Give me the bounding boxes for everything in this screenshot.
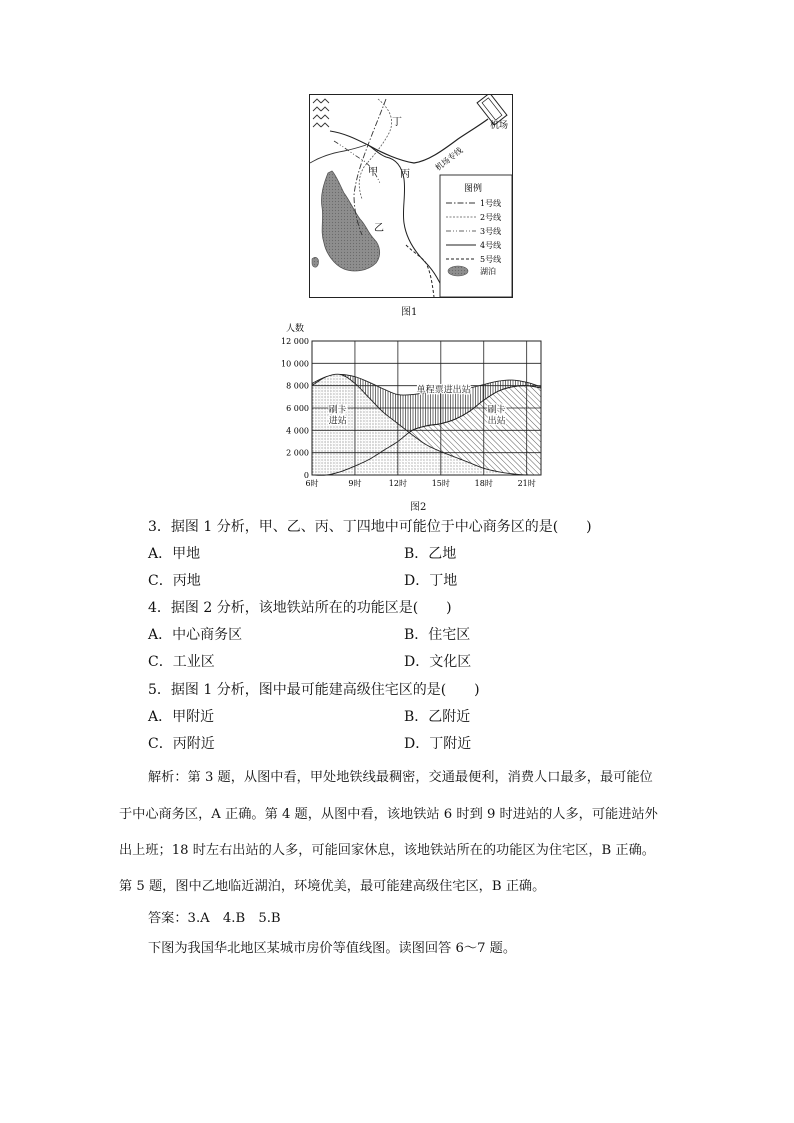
y-tick-label: 4 000 bbox=[286, 426, 309, 436]
question-5-stem: 5．据图 1 分析，图中最可能建高级住宅区的是( ) bbox=[148, 682, 480, 698]
figure2-caption: 图2 bbox=[410, 502, 427, 513]
y-tick-label: 8 000 bbox=[286, 381, 309, 391]
airport-label: 机场 bbox=[490, 121, 509, 131]
question-5-option-a: A．甲附近 bbox=[148, 709, 215, 725]
legend-item: 3号线 bbox=[480, 227, 502, 236]
question-3-stem: 3．据图 1 分析，甲、乙、丙、丁四地中可能位于中心商务区的是( ) bbox=[148, 519, 592, 535]
legend-lake-swatch bbox=[448, 266, 468, 276]
mountain-symbols bbox=[313, 99, 329, 127]
question-4-option-c: C．工业区 bbox=[148, 654, 215, 670]
x-tick-label: 15时 bbox=[431, 479, 450, 488]
figure1-caption: 图1 bbox=[401, 307, 418, 318]
question-3-option-c: C．丙地 bbox=[148, 573, 201, 589]
answer-line: 答案：3.A 4.B 5.B bbox=[148, 911, 281, 926]
legend bbox=[440, 175, 512, 297]
area-label-single-ticket: 单程票进出站 bbox=[416, 385, 471, 396]
place-bing: 丙 bbox=[400, 169, 410, 180]
x-tick-label: 6时 bbox=[305, 479, 319, 488]
question-4-option-d: D．文化区 bbox=[404, 654, 472, 670]
legend-title: 图例 bbox=[464, 184, 483, 194]
legend-item: 湖泊 bbox=[480, 267, 496, 276]
y-tick-label: 6 000 bbox=[286, 404, 309, 413]
x-tick-label: 12时 bbox=[388, 479, 407, 488]
question-5-option-c: C．丙附近 bbox=[148, 736, 215, 752]
figure1-map bbox=[309, 94, 513, 298]
x-tick-label: 18时 bbox=[474, 479, 493, 488]
figure2-chart bbox=[270, 318, 560, 498]
legend-item: 2号线 bbox=[480, 213, 502, 222]
question-3-option-a: A．甲地 bbox=[148, 546, 201, 562]
lake-shape bbox=[321, 171, 379, 271]
question-5-option-d: D．丁附近 bbox=[404, 736, 472, 752]
analysis-line-4: 第 5 题，图中乙地临近湖泊，环境优美，最可能建高级住宅区，B 正确。 bbox=[119, 879, 546, 894]
y-tick-label: 10 000 bbox=[281, 359, 309, 369]
legend-item: 5号线 bbox=[480, 255, 502, 264]
question-4-option-a: A．中心商务区 bbox=[148, 627, 243, 643]
question-4-option-b: B．住宅区 bbox=[404, 627, 471, 643]
map-svg bbox=[310, 95, 514, 299]
question-4-stem: 4．据图 2 分析，该地铁站所在的功能区是( ) bbox=[148, 600, 452, 616]
y-tick-label: 12 000 bbox=[281, 337, 309, 346]
question-5-option-b: B．乙附近 bbox=[404, 709, 471, 725]
area-label-swipe-in: 进站 bbox=[328, 416, 347, 427]
area-label-swipe-out: 刷卡 bbox=[487, 405, 506, 416]
y-axis-label: 人数 bbox=[286, 324, 305, 334]
airport-express-line bbox=[368, 119, 488, 163]
y-tick-label: 2 000 bbox=[286, 448, 309, 458]
y-tick-label: 0 bbox=[303, 471, 309, 480]
place-ding: 丁 bbox=[392, 117, 402, 128]
analysis-line-1: 解析：第 3 题，从图中看，甲处地铁线最稠密，交通最便利，消费人口最多，最可能位 bbox=[148, 770, 653, 785]
metro-line-5 bbox=[406, 245, 434, 297]
place-yi: 乙 bbox=[374, 223, 384, 234]
lake-shape-small bbox=[312, 257, 319, 267]
place-jia: 甲 bbox=[368, 167, 378, 178]
area-label-swipe-in: 刷卡 bbox=[328, 405, 347, 416]
analysis-line-3: 出上班；18 时左右出站的人多，可能回家休息，该地铁站所在的功能区为住宅区，B 正确。 bbox=[119, 843, 655, 858]
question-3-option-b: B．乙地 bbox=[404, 546, 457, 562]
boundary-line bbox=[310, 145, 366, 163]
legend-item: 4号线 bbox=[480, 241, 502, 250]
airport-line-label: 机场专线 bbox=[433, 145, 465, 173]
intro-line: 下图为我国华北地区某城市房价等值线图。读图回答 6～7 题。 bbox=[148, 941, 517, 956]
analysis-line-2: 于中心商务区，A 正确。第 4 题，从图中看，该地铁站 6 时到 9 时进站的人多，可能进站外 bbox=[119, 807, 658, 822]
x-tick-label: 9时 bbox=[348, 479, 362, 488]
question-3-option-d: D．丁地 bbox=[404, 573, 458, 589]
x-tick-label: 21时 bbox=[517, 479, 536, 488]
legend-item: 1号线 bbox=[480, 199, 502, 208]
area-label-swipe-out: 出站 bbox=[487, 416, 506, 427]
